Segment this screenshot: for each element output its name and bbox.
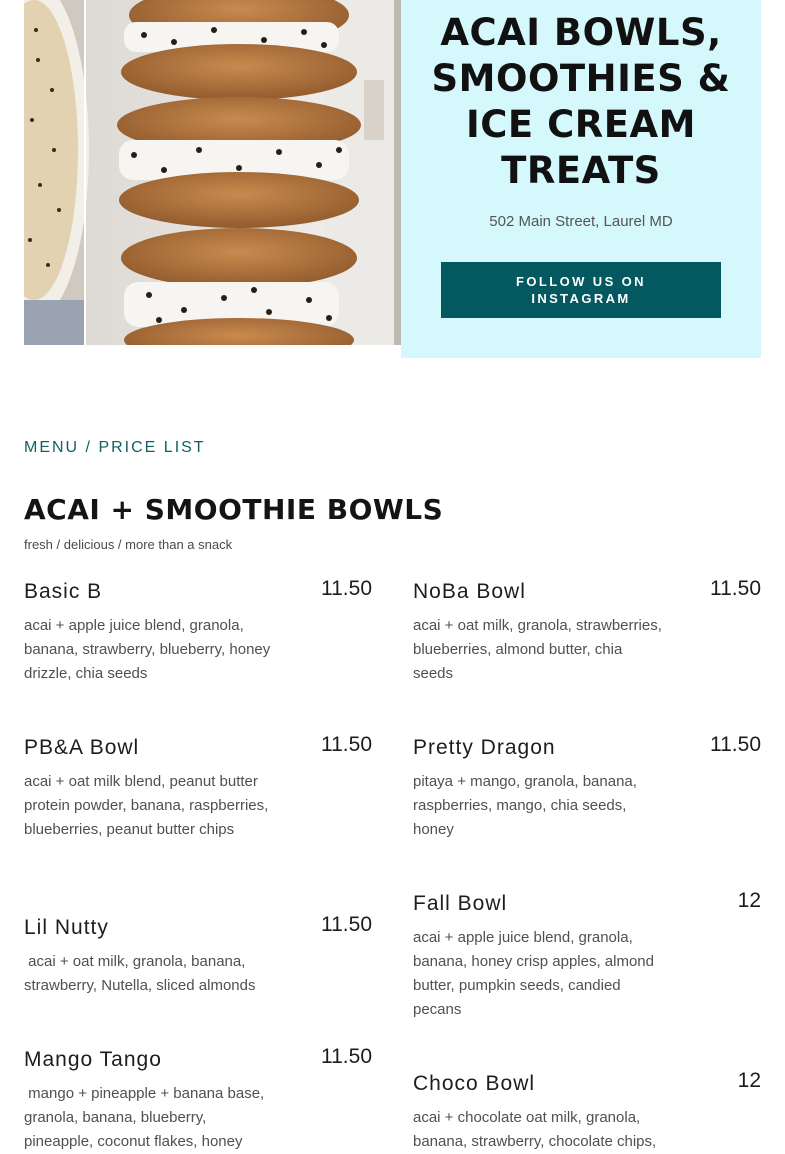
hero-panel	[401, 0, 761, 358]
follow-instagram-button[interactable]: FOLLOW US ON INSTAGRAM	[441, 262, 721, 318]
menu-item-description: mango + pineapple + banana base, granola, banana, blueberry, pineapple, coconut flakes, honey	[24, 1085, 269, 1150]
menu-item-name: Basic B	[24, 580, 103, 603]
section-subtitle: fresh / delicious / more than a snack	[24, 537, 233, 552]
menu-item-price: 12	[737, 1069, 761, 1092]
menu-item-name: PB&A Bowl	[24, 736, 140, 759]
menu-item-description: acai + apple juice blend, granola, banana, strawberry, blueberry, honey drizzle, chia seeds	[24, 617, 275, 682]
menu-item-price: 12	[737, 889, 761, 912]
menu-item-price: 11.50	[321, 1045, 372, 1068]
hero-title: ACAI BOWLS, SMOOTHIES & ICE CREAM TREATS	[431, 11, 731, 192]
menu-item-name: Mango Tango	[24, 1048, 162, 1071]
menu-item-name: Lil Nutty	[24, 916, 109, 939]
section-title: ACAI + SMOOTHIE BOWLS	[24, 493, 444, 526]
hero-photo	[24, 0, 401, 345]
menu-item-description: pitaya + mango, granola, banana, raspberries, mango, chia seeds, honey	[413, 773, 642, 838]
menu-item-description: acai + chocolate oat milk, granola, banana, strawberry, chocolate chips,	[413, 1109, 657, 1150]
menu-item-price: 11.50	[321, 733, 372, 756]
menu-item-description: acai + oat milk blend, peanut butter protein powder, banana, raspberries, blueberries, peanut butter chips	[24, 773, 273, 838]
menu-item-price: 11.50	[321, 913, 372, 936]
menu-item-name: Pretty Dragon	[413, 736, 556, 759]
menu-price-list-label: MENU / PRICE LIST	[24, 439, 206, 456]
menu-item-name: Choco Bowl	[413, 1072, 536, 1095]
menu-item-name: NoBa Bowl	[413, 580, 526, 603]
menu-item-description: acai + apple juice blend, granola, banana, honey crisp apples, almond butter, pumpkin seeds, candied pecans	[413, 929, 659, 1018]
menu-item-name: Fall Bowl	[413, 892, 508, 915]
store-address: 502 Main Street, Laurel MD	[489, 213, 673, 230]
menu-item-description: acai + oat milk, granola, strawberries, blueberries, almond butter, chia seeds	[413, 617, 667, 682]
menu-item-description: acai + oat milk, granola, banana, strawberry, Nutella, sliced almonds	[24, 953, 256, 994]
ice-cream-sandwich-photo	[24, 0, 401, 345]
menu-item-price: 11.50	[321, 577, 372, 600]
menu-item-price: 11.50	[710, 733, 761, 756]
menu-item-price: 11.50	[710, 577, 761, 600]
